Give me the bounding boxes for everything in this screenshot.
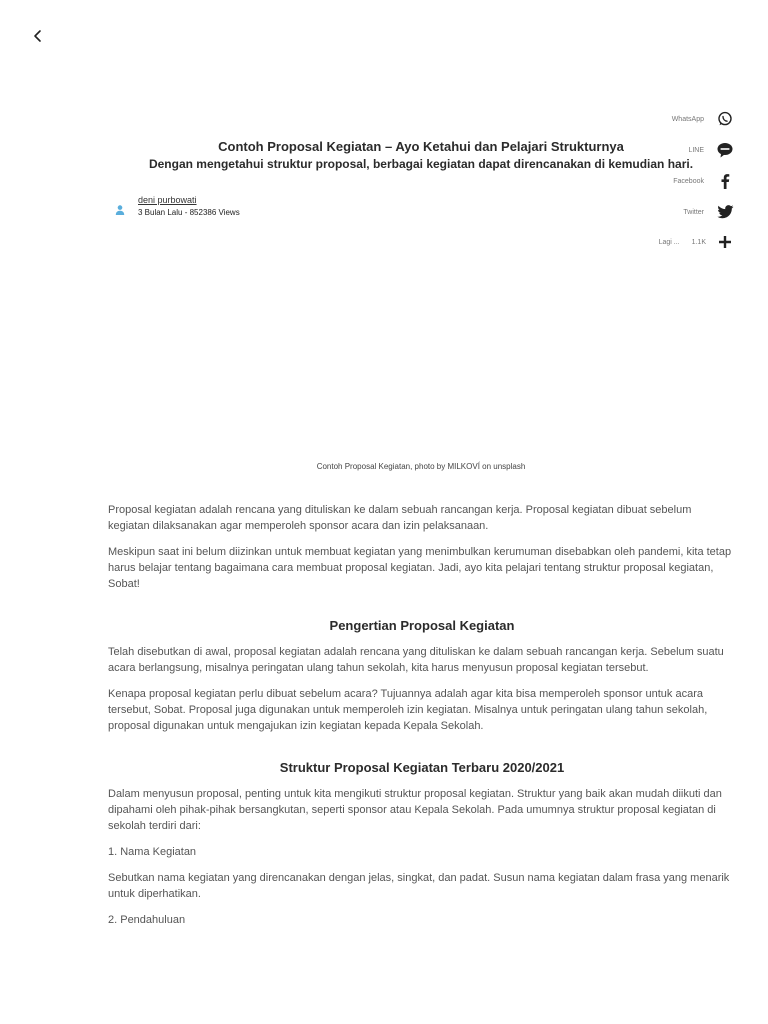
twitter-icon (716, 203, 734, 221)
back-button[interactable] (28, 26, 48, 46)
share-whatsapp-button[interactable] (672, 108, 734, 130)
share-whatsapp-label: WhatsApp (671, 115, 704, 123)
share-facebook-label: Facebook (673, 177, 704, 185)
share-twitter-button[interactable] (683, 201, 734, 223)
article-title: Contoh Proposal Kegiatan – Ayo Ketahui dan Pelajari Strukturnya (218, 139, 624, 154)
article-meta: 3 Bulan Lalu - 852386 Views (138, 208, 240, 217)
paragraph: Dalam menyusun proposal, penting untuk kita mengikuti struktur proposal kegiatan. Struktur yang baik akan mudah diikuti dan dipahami oleh pihak-pihak bersangkutan, seperti sponsor atau Kepala Sekolah. Pada umumnya struktur proposal kegiatan di sekolah terdiri dari: (108, 788, 722, 832)
image-caption: Contoh Proposal Kegiatan, photo by MILKOVÍ on unsplash (316, 462, 526, 471)
paragraph: Meskipun saat ini belum diizinkan untuk membuat kegiatan yang menimbulkan kerumuman disebabkan oleh pandemi, kita tetap harus belajar tentang bagaimana cara membuat proposal kegiatan. Jadi, ayo kita pelajari tentang struktur proposal kegiatan, Sobat! (108, 546, 732, 590)
paragraph: Kenapa proposal kegiatan perlu dibuat sebelum acara? Tujuannya adalah agar kita bisa memperoleh sponsor untuk acara tersebut, Sobat. Proposal juga digunakan untuk memperoleh izin kegiatan. Misalnya untuk peringatan ulang tahun sekolah, proposal digunakan untuk mengajukan izin kegiatan kepada Kepala Sekolah. (108, 688, 708, 732)
share-count: 1.1K (691, 238, 706, 246)
section-heading: Struktur Proposal Kegiatan Terbaru 2020/2021 (279, 760, 565, 775)
paragraph: Telah disebutkan di awal, proposal kegiatan adalah rencana yang dituliskan ke dalam sebuah rancangan kerja. Sebelum suatu acara berlangsung, misalnya peringatan ulang tahun sekolah, kita harus menyusun proposal kegiatan tersebut. (108, 646, 724, 674)
list-item: 2. Pendahuluan (108, 914, 186, 926)
paragraph: Proposal kegiatan adalah rencana yang dituliskan ke dalam sebuah rancangan kerja. Proposal kegiatan dibuat sebelum kegiatan dilaksanakan agar memperoleh sponsor acara dan izin pelaksanaan. (108, 504, 692, 532)
section-heading: Pengertian Proposal Kegiatan (329, 618, 515, 633)
whatsapp-icon (716, 110, 734, 128)
paragraph: Sebutkan nama kegiatan yang direncanakan dengan jelas, singkat, dan padat. Susun nama kegiatan dalam frasa yang menarik untuk diperhatikan. (108, 872, 730, 900)
share-twitter-label: Twitter (683, 208, 704, 216)
share-facebook-button[interactable] (673, 170, 734, 192)
facebook-icon (716, 172, 734, 190)
plus-icon (716, 233, 734, 251)
share-line-label: LINE (688, 146, 704, 154)
author-link[interactable]: deni purbowati (138, 195, 197, 205)
author-block (114, 195, 240, 217)
chevron-left-icon (28, 26, 48, 46)
share-more-label: Lagi ... (658, 238, 680, 246)
share-more-button[interactable] (659, 231, 734, 253)
article-subtitle: Dengan mengetahui struktur proposal, berbagai kegiatan dapat direncanakan di kemudian hari. (148, 157, 694, 171)
list-item: 1. Nama Kegiatan (108, 846, 197, 858)
user-icon (114, 203, 126, 215)
article-body (108, 502, 736, 938)
